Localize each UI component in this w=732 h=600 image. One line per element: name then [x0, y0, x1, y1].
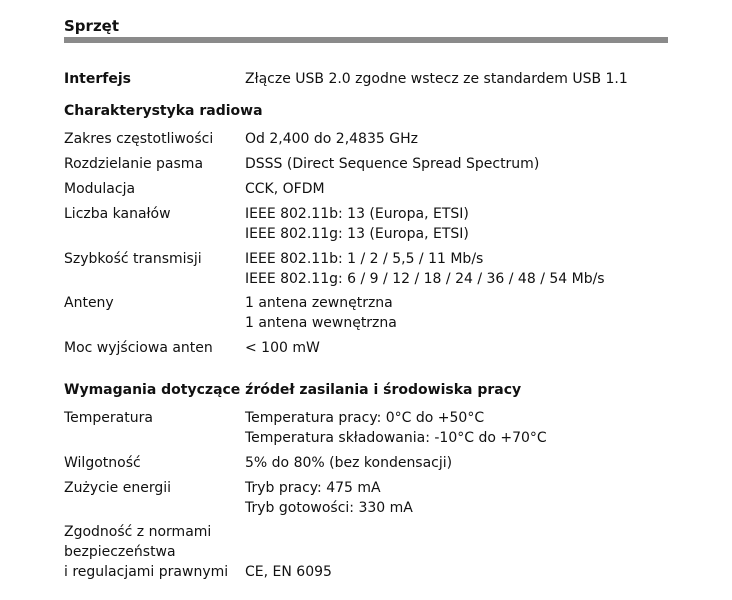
spec-label-line: i regulacjami prawnymi	[64, 564, 229, 580]
spec-value-line: 5% do 80% (bez kondensacji)	[245, 455, 453, 471]
spec-label: Zakres częstotliwości	[64, 131, 214, 147]
power-env-heading: Wymagania dotyczące źródeł zasilania i środowiska pracy	[64, 382, 522, 398]
spec-value-line: Tryb pracy: 475 mA	[245, 480, 381, 496]
spec-value	[245, 338, 665, 358]
spec-value	[245, 408, 665, 448]
radio-heading: Charakterystyka radiowa	[64, 103, 263, 119]
spec-label: Interfejs	[64, 71, 131, 87]
spec-label	[64, 522, 242, 582]
spec-value-line: Temperatura składowania: -10°C do +70°C	[245, 430, 547, 446]
spec-value: Złącze USB 2.0 zgodne wstecz ze standardem USB 1.1	[245, 71, 628, 87]
spec-label: Moc wyjściowa anten	[64, 340, 213, 356]
spec-value	[245, 249, 665, 289]
spec-label: Szybkość transmisji	[64, 251, 202, 267]
spec-value	[245, 129, 665, 149]
spec-label-line: Zgodność z normami	[64, 524, 212, 540]
spec-label: Temperatura	[64, 410, 153, 426]
spec-value	[245, 453, 665, 473]
spec-label: Modulacja	[64, 181, 136, 197]
spec-value-line: 1 antena wewnętrzna	[245, 315, 397, 331]
spec-value-line: Od 2,400 do 2,4835 GHz	[245, 131, 418, 147]
spec-value-line: 1 antena zewnętrzna	[245, 295, 393, 311]
spec-label: Rozdzielanie pasma	[64, 156, 204, 172]
spec-value-line: Temperatura pracy: 0°C do +50°C	[245, 410, 485, 426]
spec-value-line: IEEE 802.11b: 13 (Europa, ETSI)	[245, 206, 469, 222]
spec-value-line: IEEE 802.11g: 13 (Europa, ETSI)	[245, 226, 469, 242]
spec-label: Liczba kanałów	[64, 206, 171, 222]
title-rule	[64, 37, 668, 43]
spec-value	[245, 293, 665, 333]
spec-value: CE, EN 6095	[245, 564, 332, 580]
section-title: Sprzęt	[64, 17, 120, 35]
spec-value-line: < 100 mW	[245, 340, 320, 356]
spec-label-line: bezpieczeństwa	[64, 544, 176, 560]
spec-value-line: DSSS (Direct Sequence Spread Spectrum)	[245, 156, 540, 172]
spec-value-line: IEEE 802.11b: 1 / 2 / 5,5 / 11 Mb/s	[245, 251, 484, 267]
spec-value	[245, 179, 665, 199]
spec-value-line: Tryb gotowości: 330 mA	[245, 500, 413, 516]
spec-value-line: IEEE 802.11g: 6 / 9 / 12 / 18 / 24 / 36 / 48 / 54 Mb/s	[245, 271, 605, 287]
spec-value-line: CCK, OFDM	[245, 181, 325, 197]
spec-label: Wilgotność	[64, 455, 141, 471]
spec-value	[245, 154, 665, 174]
spec-value	[245, 204, 665, 244]
spec-label: Anteny	[64, 295, 114, 311]
spec-label: Zużycie energii	[64, 480, 172, 496]
spec-value	[245, 478, 665, 518]
